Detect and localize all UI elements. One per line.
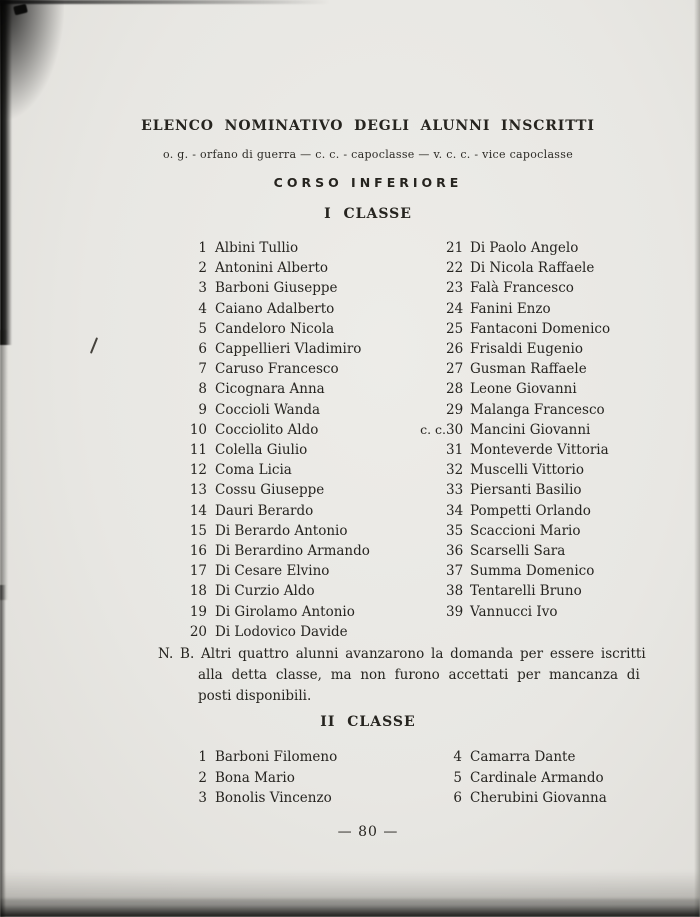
scan-shadow-bottom-soft [0, 871, 700, 903]
roster-row [402, 420, 700, 440]
roster-number: 3 [198, 280, 207, 297]
roster-number: 10 [189, 421, 207, 438]
roster-number: 1 [198, 749, 207, 765]
roster-name: Cardinale Armando [470, 769, 604, 786]
roster-name: Falà Francesco [470, 280, 574, 297]
roster-number: 5 [198, 320, 207, 337]
roster-row [402, 561, 700, 581]
scan-shadow-left-middle [0, 330, 8, 600]
roster-role-prefix [402, 440, 446, 460]
roster-row [173, 359, 402, 379]
roster-row [173, 561, 402, 581]
roster-name: Muscelli Vittorio [470, 462, 584, 479]
roster-role-prefix [402, 339, 446, 359]
roster-number: 20 [189, 623, 207, 640]
class1-heading: I CLASSE [324, 206, 412, 222]
roster-row [402, 747, 700, 768]
roster-number: 4 [198, 300, 207, 317]
roster-name: Coccioli Wanda [215, 401, 321, 418]
roster-role-prefix [402, 400, 446, 420]
scan-shadow-left-upper [0, 0, 12, 345]
roster-row [173, 788, 402, 809]
page-number: — 80 — [337, 824, 399, 840]
roster-name: Frisaldi Eugenio [470, 341, 584, 358]
roster-name: Vannucci Ivo [470, 603, 558, 620]
roster-number: 5 [453, 769, 462, 786]
class2-roster [28, 747, 700, 809]
roster-number: 21 [446, 240, 464, 256]
roster-row [402, 238, 700, 258]
roster-role-prefix [402, 602, 446, 622]
roster-row [173, 541, 402, 561]
roster-number: 9 [198, 401, 207, 418]
roster-row [402, 379, 700, 399]
roster-role-prefix [402, 480, 446, 500]
roster-number: 22 [446, 260, 464, 277]
class1-roster-left-column [173, 238, 402, 642]
roster-name: Candeloro Nicola [215, 320, 335, 337]
roster-name: Cappellieri Vladimiro [215, 341, 362, 358]
roster-name: Fantaconi Domenico [470, 320, 611, 337]
roster-row [402, 521, 700, 541]
roster-number: 6 [453, 790, 462, 806]
roster-name: Malanga Francesco [470, 401, 605, 418]
roster-row [173, 278, 402, 298]
nota-bene-paragraph [158, 644, 646, 707]
roster-name: Mancini Giovanni [470, 421, 591, 438]
roster-number: 25 [446, 320, 464, 337]
roster-name: Fanini Enzo [470, 300, 551, 317]
class2-roster-left-column [173, 747, 402, 809]
roster-number: 1 [198, 240, 207, 256]
roster-name: Barboni Filomeno [215, 749, 338, 765]
roster-name: Caiano Adalberto [215, 300, 335, 317]
roster-number: 24 [446, 300, 464, 317]
roster-name: Di Cesare Elvino [215, 563, 330, 580]
roster-role-prefix [402, 299, 446, 319]
roster-name: Caruso Francesco [215, 361, 339, 378]
roster-row [173, 258, 402, 278]
roster-number: 32 [446, 462, 464, 479]
roster-number: 2 [198, 769, 207, 786]
roster-row [173, 480, 402, 500]
roster-number: 13 [189, 482, 207, 499]
class1-roster [28, 238, 700, 642]
roster-row [402, 339, 700, 359]
roster-number: 36 [446, 543, 464, 560]
scan-shadow-bottom-edge [0, 897, 700, 917]
roster-name: Barboni Giuseppe [215, 280, 338, 297]
roster-row [402, 319, 700, 339]
note-line: N. B. Altri quattro alunni avanzarono la domanda per essere iscritti [158, 646, 646, 662]
roster-role-prefix [402, 768, 446, 789]
roster-number: 11 [189, 442, 207, 459]
roster-name: Summa Domenico [470, 563, 595, 580]
roster-number: 17 [189, 563, 207, 580]
roster-row [173, 420, 402, 440]
roster-name: Scaccioni Mario [470, 522, 581, 539]
roster-role-prefix [402, 359, 446, 379]
roster-number: 29 [446, 401, 464, 418]
roster-number: 33 [446, 482, 464, 499]
roster-role-prefix [402, 460, 446, 480]
roster-row [402, 501, 700, 521]
roster-name: Cocciolito Aldo [215, 421, 319, 438]
roster-name: Di Berardino Armando [215, 543, 370, 560]
roster-row [173, 299, 402, 319]
roster-row [402, 581, 700, 601]
class2-roster-right-column [402, 747, 700, 809]
roster-number: 19 [189, 603, 207, 620]
roster-name: Di Paolo Angelo [470, 240, 579, 256]
scan-shadow-top-left-corner [0, 0, 64, 120]
roster-row [173, 379, 402, 399]
roster-number: 27 [446, 361, 464, 378]
roster-row [402, 258, 700, 278]
roster-name: Cherubini Giovanna [470, 790, 607, 806]
roster-row [173, 521, 402, 541]
roster-number: 14 [189, 502, 207, 519]
roster-name: Antonini Alberto [215, 260, 329, 277]
roster-name: Di Nicola Raffaele [470, 260, 595, 277]
roster-row [173, 460, 402, 480]
roster-row [402, 602, 700, 622]
roster-number: 2 [198, 260, 207, 277]
roster-number: 39 [446, 603, 464, 620]
note-line: posti disponibili. [198, 688, 312, 704]
roster-role-prefix: c. c. [420, 421, 446, 437]
abbreviation-legend: o. g. - orfano di guerra — c. c. - capoclasse — v. c. c. - vice capoclasse [162, 148, 574, 161]
roster-name: Pompetti Orlando [470, 502, 591, 519]
roster-number: 38 [446, 583, 464, 600]
roster-name: Camarra Dante [470, 749, 576, 765]
roster-name: Di Curzio Aldo [215, 583, 315, 600]
roster-number: 37 [446, 563, 464, 580]
roster-number: 34 [446, 502, 464, 519]
roster-number: 7 [198, 361, 207, 378]
roster-row [173, 238, 402, 258]
page-title: ELENCO NOMINATIVO DEGLI ALUNNI INSCRITTI [141, 118, 595, 134]
roster-row [402, 541, 700, 561]
note-line: alla detta classe, ma non furono accettati per mancanza di [198, 667, 640, 683]
roster-role-prefix [402, 319, 446, 339]
roster-name: Cicognara Anna [215, 381, 325, 398]
roster-name: Bonolis Vincenzo [215, 790, 332, 806]
roster-number: 16 [189, 543, 207, 560]
roster-row [173, 400, 402, 420]
roster-number: 35 [446, 522, 464, 539]
roster-name: Di Girolamo Antonio [215, 603, 355, 620]
roster-number: 6 [198, 341, 207, 358]
roster-name: Di Berardo Antonio [215, 522, 348, 539]
roster-row [402, 359, 700, 379]
roster-name: Leone Giovanni [470, 381, 577, 398]
scan-shadow-left-lower [0, 585, 6, 917]
roster-row [402, 480, 700, 500]
roster-role-prefix [402, 501, 446, 521]
roster-row [402, 299, 700, 319]
roster-name: Cossu Giuseppe [215, 482, 325, 499]
roster-number: 28 [446, 381, 464, 398]
roster-role-prefix [402, 258, 446, 278]
roster-name: Scarselli Sara [470, 543, 566, 560]
roster-role-prefix [402, 278, 446, 298]
roster-role-prefix [402, 747, 446, 768]
roster-row [173, 501, 402, 521]
roster-row [173, 768, 402, 789]
roster-row [402, 440, 700, 460]
roster-number: 18 [189, 583, 207, 600]
roster-number: 12 [189, 462, 207, 479]
roster-name: Bona Mario [215, 769, 295, 786]
roster-row [402, 768, 700, 789]
roster-name: Monteverde Vittoria [470, 442, 609, 459]
roster-role-prefix [402, 238, 446, 258]
roster-number: 8 [198, 381, 207, 398]
roster-number: 4 [453, 749, 462, 765]
roster-row [173, 622, 402, 642]
roster-name: Di Lodovico Davide [215, 623, 348, 640]
roster-name: Colella Giulio [215, 442, 308, 459]
roster-row [173, 319, 402, 339]
roster-role-prefix [402, 581, 446, 601]
course-heading: CORSO INFERIORE [273, 175, 463, 190]
roster-row [173, 602, 402, 622]
roster-number: 31 [446, 442, 464, 459]
roster-row [402, 460, 700, 480]
roster-name: Coma Licia [215, 462, 292, 479]
roster-role-prefix [402, 561, 446, 581]
class2-heading: II CLASSE [320, 714, 416, 730]
roster-name: Gusman Raffaele [470, 361, 587, 378]
roster-row [173, 747, 402, 768]
scan-shadow-top-edge [0, 0, 330, 4]
roster-row [402, 278, 700, 298]
roster-role-prefix [402, 521, 446, 541]
roster-name: Tentarelli Bruno [470, 583, 582, 600]
roster-role-prefix [402, 788, 446, 809]
ink-smudge-mark [13, 4, 28, 16]
roster-name: Albini Tullio [215, 240, 299, 256]
roster-number: 26 [446, 341, 464, 358]
roster-role-prefix [402, 541, 446, 561]
roster-row [173, 440, 402, 460]
roster-number: 30 [446, 421, 464, 438]
roster-name: Dauri Berardo [215, 502, 314, 519]
class1-roster-right-column [402, 238, 700, 642]
roster-row [402, 400, 700, 420]
roster-name: Piersanti Basilio [470, 482, 582, 499]
roster-row [173, 339, 402, 359]
roster-number: 3 [198, 790, 207, 806]
roster-row [402, 788, 700, 809]
roster-role-prefix [402, 379, 446, 399]
roster-row [173, 581, 402, 601]
roster-number: 15 [189, 522, 207, 539]
roster-number: 23 [446, 280, 464, 297]
